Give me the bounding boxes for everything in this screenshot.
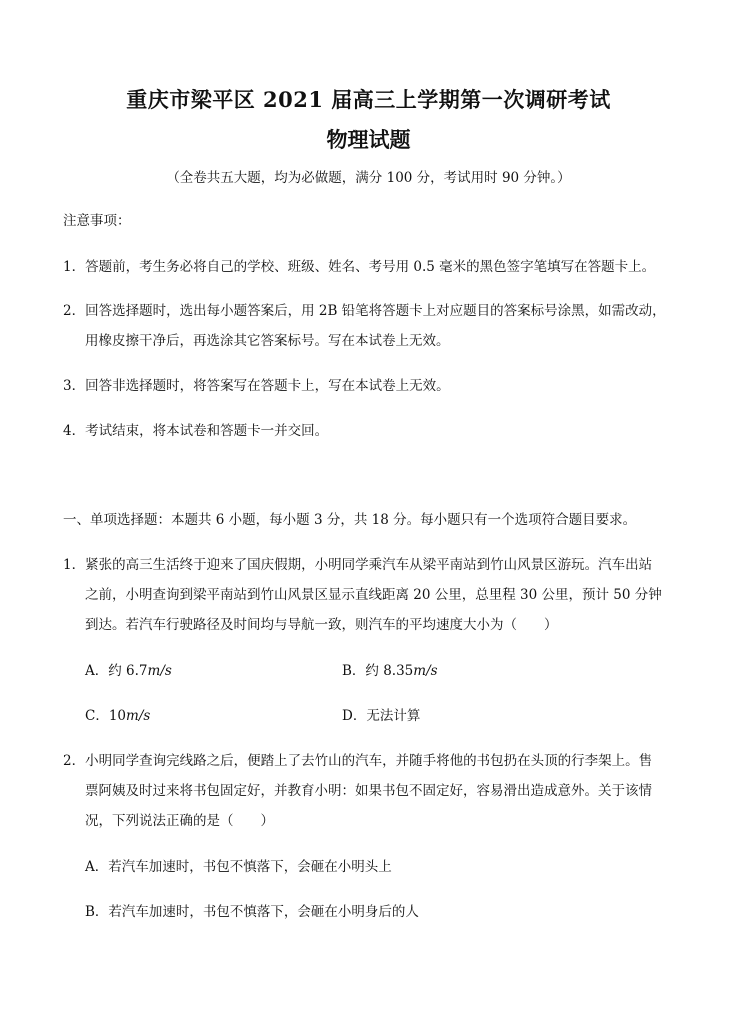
notice-item: 3．回答非选择题时，将答案写在答题卡上，写在本试卷上无效。 <box>63 378 450 394</box>
exam-note: （全卷共五大题，均为必做题，满分 100 分，考试用时 90 分钟。） <box>166 170 571 186</box>
notice-heading: 注意事项： <box>63 213 131 229</box>
question-1-option-d: D．无法计算 <box>342 708 421 724</box>
option-c-text: C．10 <box>85 708 127 724</box>
notice-item: 4．考试结束，将本试卷和答题卡一并交回。 <box>63 423 329 439</box>
question-2-option-b: B．若汽车加速时，书包不慎落下，会砸在小明身后的人 <box>85 904 419 920</box>
option-a-unit: m/s <box>147 663 172 679</box>
question-1-line: 1．紧张的高三生活终于迎来了国庆假期，小明同学乘汽车从梁平南站到竹山风景区游玩。汽车出站 <box>63 557 653 573</box>
option-b-text: B．约 8.35 <box>342 663 414 679</box>
question-1-option-b <box>342 661 438 681</box>
question-2-line: 况，下列说法正确的是（ ） <box>85 813 274 829</box>
question-1-option-c <box>85 706 150 726</box>
option-a-text: A．约 6.7 <box>85 663 148 679</box>
question-2-option-a: A．若汽车加速时，书包不慎落下，会砸在小明头上 <box>85 859 392 875</box>
option-c-unit: m/s <box>126 708 151 724</box>
question-2-line: 票阿姨及时过来将书包固定好，并教育小明：如果书包不固定好，容易滑出造成意外。关于该情 <box>85 783 652 799</box>
notice-item: 1．答题前，考生务必将自己的学校、班级、姓名、考号用 0.5 毫米的黑色签字笔填写在答题卡上。 <box>63 259 656 275</box>
page-subtitle: 物理试题 <box>326 127 411 152</box>
page-title: 重庆市梁平区 2021 届高三上学期第一次调研考试 <box>126 87 611 112</box>
question-1-option-a <box>85 661 172 681</box>
notice-item: 2．回答选择题时，选出每小题答案后，用 2B 铅笔将答题卡上对应题目的答案标号涂黑，如需改动， <box>63 303 666 319</box>
option-b-unit: m/s <box>413 663 438 679</box>
notice-item-continuation: 用橡皮擦干净后，再选涂其它答案标号。写在本试卷上无效。 <box>85 333 450 349</box>
question-1-line: 之前，小明查询到梁平南站到竹山风景区显示直线距离 20 公里，总里程 30 公里，预计 50 分钟 <box>85 587 662 603</box>
question-2-line: 2．小明同学查询完线路之后，便踏上了去竹山的汽车，并随手将他的书包扔在头顶的行李架上。售 <box>63 753 653 769</box>
section-heading: 一、单项选择题：本题共 6 小题，每小题 3 分，共 18 分。每小题只有一个选项符合题目要求。 <box>63 512 637 528</box>
question-1-line: 到达。若汽车行驶路径及时间均与导航一致，则汽车的平均速度大小为（ ） <box>85 617 558 633</box>
